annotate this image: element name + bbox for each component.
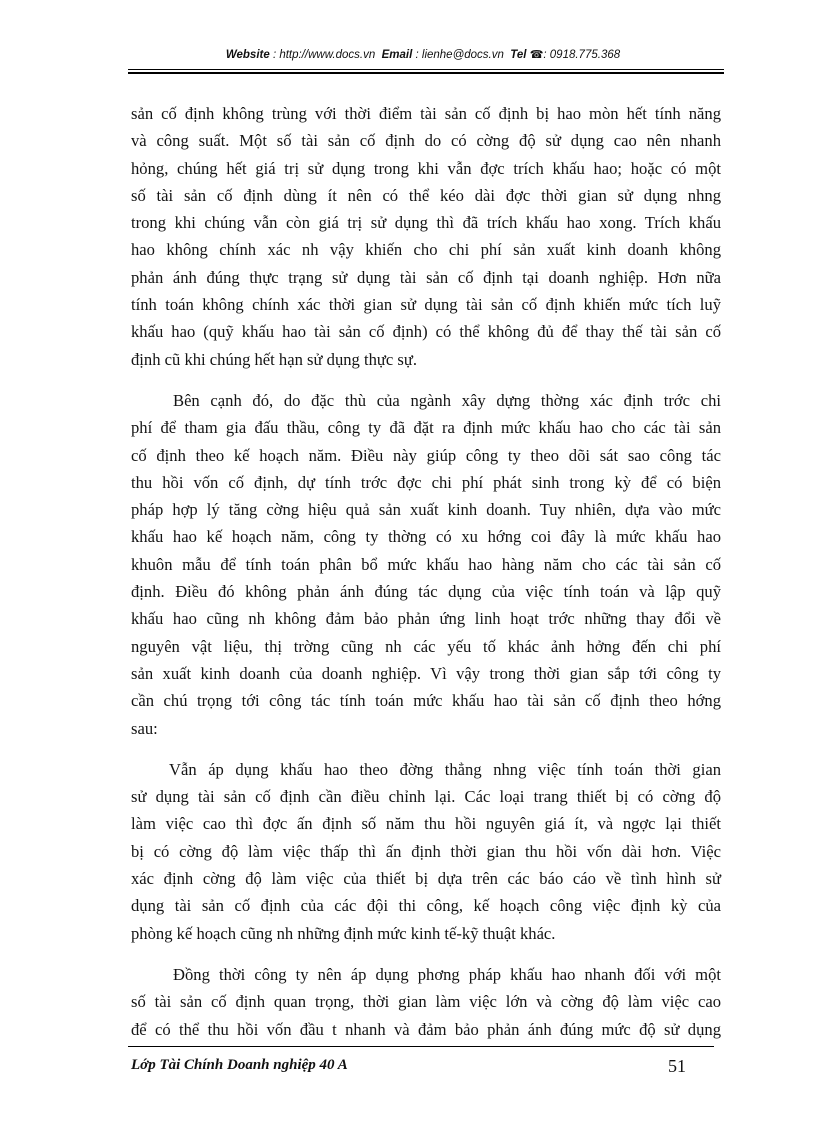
- text-line: khuôn mẫu để tính toán phân bổ mức khấu hao hàng năm cho các tài sản cố: [131, 554, 721, 574]
- paragraph: [131, 387, 721, 742]
- text-line: khấu hao kế hoạch năm, công ty thờng có xu hớng coi đây là mức khấu hao: [131, 527, 721, 547]
- footer-divider: [128, 1046, 714, 1047]
- text-line: định. Điều đó không phản ánh đúng tác dụng của việc tính toán và lập quỹ: [131, 582, 721, 602]
- text-line: phản ánh đúng thực trạng sử dụng tài sản cố định tại doanh nghiệp. Hơn nữa: [131, 267, 721, 287]
- header-divider-thick: [128, 72, 724, 74]
- text-line: cố định theo kế hoạch năm. Điều này giúp công ty theo dõi sát sao công tác: [131, 445, 721, 465]
- text-line: định cũ khi chúng hết hạn sử dụng thực sự.: [131, 349, 417, 369]
- text-line: cần chú trọng tới công tác tính toán mức khấu hao tài sản cố định theo hớng: [131, 691, 721, 711]
- text-line: sản xuất kinh doanh của doanh nghiệp. Vì vậy trong thời gian sắp tới công ty: [131, 663, 721, 683]
- paragraph: [131, 961, 721, 1043]
- website-label: Website: [225, 49, 270, 61]
- text-line: nguyên vật liệu, thị trờng cũng nh các yếu tố khác ảnh hởng đến chi phí: [131, 636, 721, 656]
- tel-value: : 0918.775.368: [543, 49, 621, 61]
- text-line: Đồng thời công ty nên áp dụng phơng pháp khấu hao nhanh đối với một: [173, 964, 721, 984]
- text-line: phòng kế hoạch cũng nh những định mức kinh tế-kỹ thuật khác.: [131, 923, 556, 943]
- website-value: : http://www.docs.vn: [272, 49, 376, 61]
- text-line: số tài sản cố định dùng ít nên có thể kéo dài đợc thời gian sử dụng nhng: [131, 185, 721, 205]
- text-line: trong khi chúng vẫn còn giá trị sử dụng thì đã trích khấu hao xong. Trích khấu: [131, 213, 721, 233]
- text-line: hỏng, chúng hết giá trị sử dụng trong khi vẫn đợc trích khấu hao; hoặc có một: [131, 158, 721, 178]
- paragraph: [131, 756, 721, 947]
- text-line: khấu hao cũng nh không đảm bảo phản ứng linh hoạt trớc những thay đổi về: [131, 609, 721, 629]
- text-line: Bên cạnh đó, do đặc thù của ngành xây dựng thờng xác định trớc chi: [173, 390, 721, 410]
- page-header: [128, 48, 718, 61]
- header-divider-thin: [128, 69, 724, 70]
- tel-label: Tel: [510, 49, 527, 61]
- page-number: 51: [668, 1056, 686, 1076]
- body-text: [131, 100, 721, 1057]
- text-line: phí để tham gia đấu thầu, công ty đã đặt ra định mức khấu hao cho các tài sản: [131, 418, 721, 438]
- text-line: làm việc cao thì đợc ấn định số năm thu hồi nguyên giá ít, và ngợc lại thiết: [131, 814, 721, 834]
- paragraph: [131, 100, 721, 373]
- telephone-icon: ☎: [529, 49, 544, 61]
- text-line: sản cố định không trùng với thời điểm tài sản cố định bị hao mòn hết tính năng: [131, 104, 721, 123]
- text-line: số tài sản cố định quan trọng, thời gian làm việc lớn và cờng độ làm việc cao: [131, 992, 721, 1012]
- text-line: hao không chính xác nh vậy khiến cho chi phí sản xuất kinh doanh không: [131, 240, 721, 260]
- email-value: : lienhe@docs.vn: [415, 49, 504, 61]
- email-label: Email: [381, 49, 413, 61]
- text-line: xác định cờng độ làm việc của thiết bị dựa trên các báo cáo về tình hình sử: [131, 869, 721, 889]
- text-line: Vẫn áp dụng khấu hao theo đờng thẳng nhng việc tính toán thời gian: [169, 759, 721, 779]
- text-line: sử dụng tài sản cố định cần điều chỉnh lại. Các loại trang thiết bị có cờng độ: [131, 787, 721, 807]
- text-line: dụng tài sản cố định của các đội thi công, kế hoạch công việc định kỳ của: [131, 896, 721, 916]
- text-line: thu hồi vốn cố định, dự tính trớc đợc chi phí phát sinh trong kỳ để có biện: [131, 472, 721, 492]
- footer-class-label: Lớp Tài Chính Doanh nghiệp 40 A: [131, 1057, 348, 1073]
- text-line: và công suất. Một số tài sản cố định do có cờng độ sử dụng cao nên nhanh: [131, 131, 721, 151]
- text-line: pháp hợp lý tăng cờng hiệu quả sản xuất kinh doanh. Tuy nhiên, dựa vào mức: [131, 500, 721, 520]
- text-line: bị có cờng độ làm việc thấp thì ấn định thời gian thu hồi vốn dài hơn. Việc: [131, 841, 721, 861]
- text-line: để có thể thu hồi vốn đầu t nhanh và đảm bảo phản ánh đúng mức độ sử dụng: [131, 1019, 721, 1039]
- text-line: khấu hao (quỹ khấu hao tài sản cố định) có thể không đủ để thay thế tài sản cố: [131, 322, 721, 342]
- text-line: sau:: [131, 718, 158, 738]
- text-line: tính toán không chính xác thời gian sử dụng tài sản cố định khiến mức tích luỹ: [131, 295, 721, 315]
